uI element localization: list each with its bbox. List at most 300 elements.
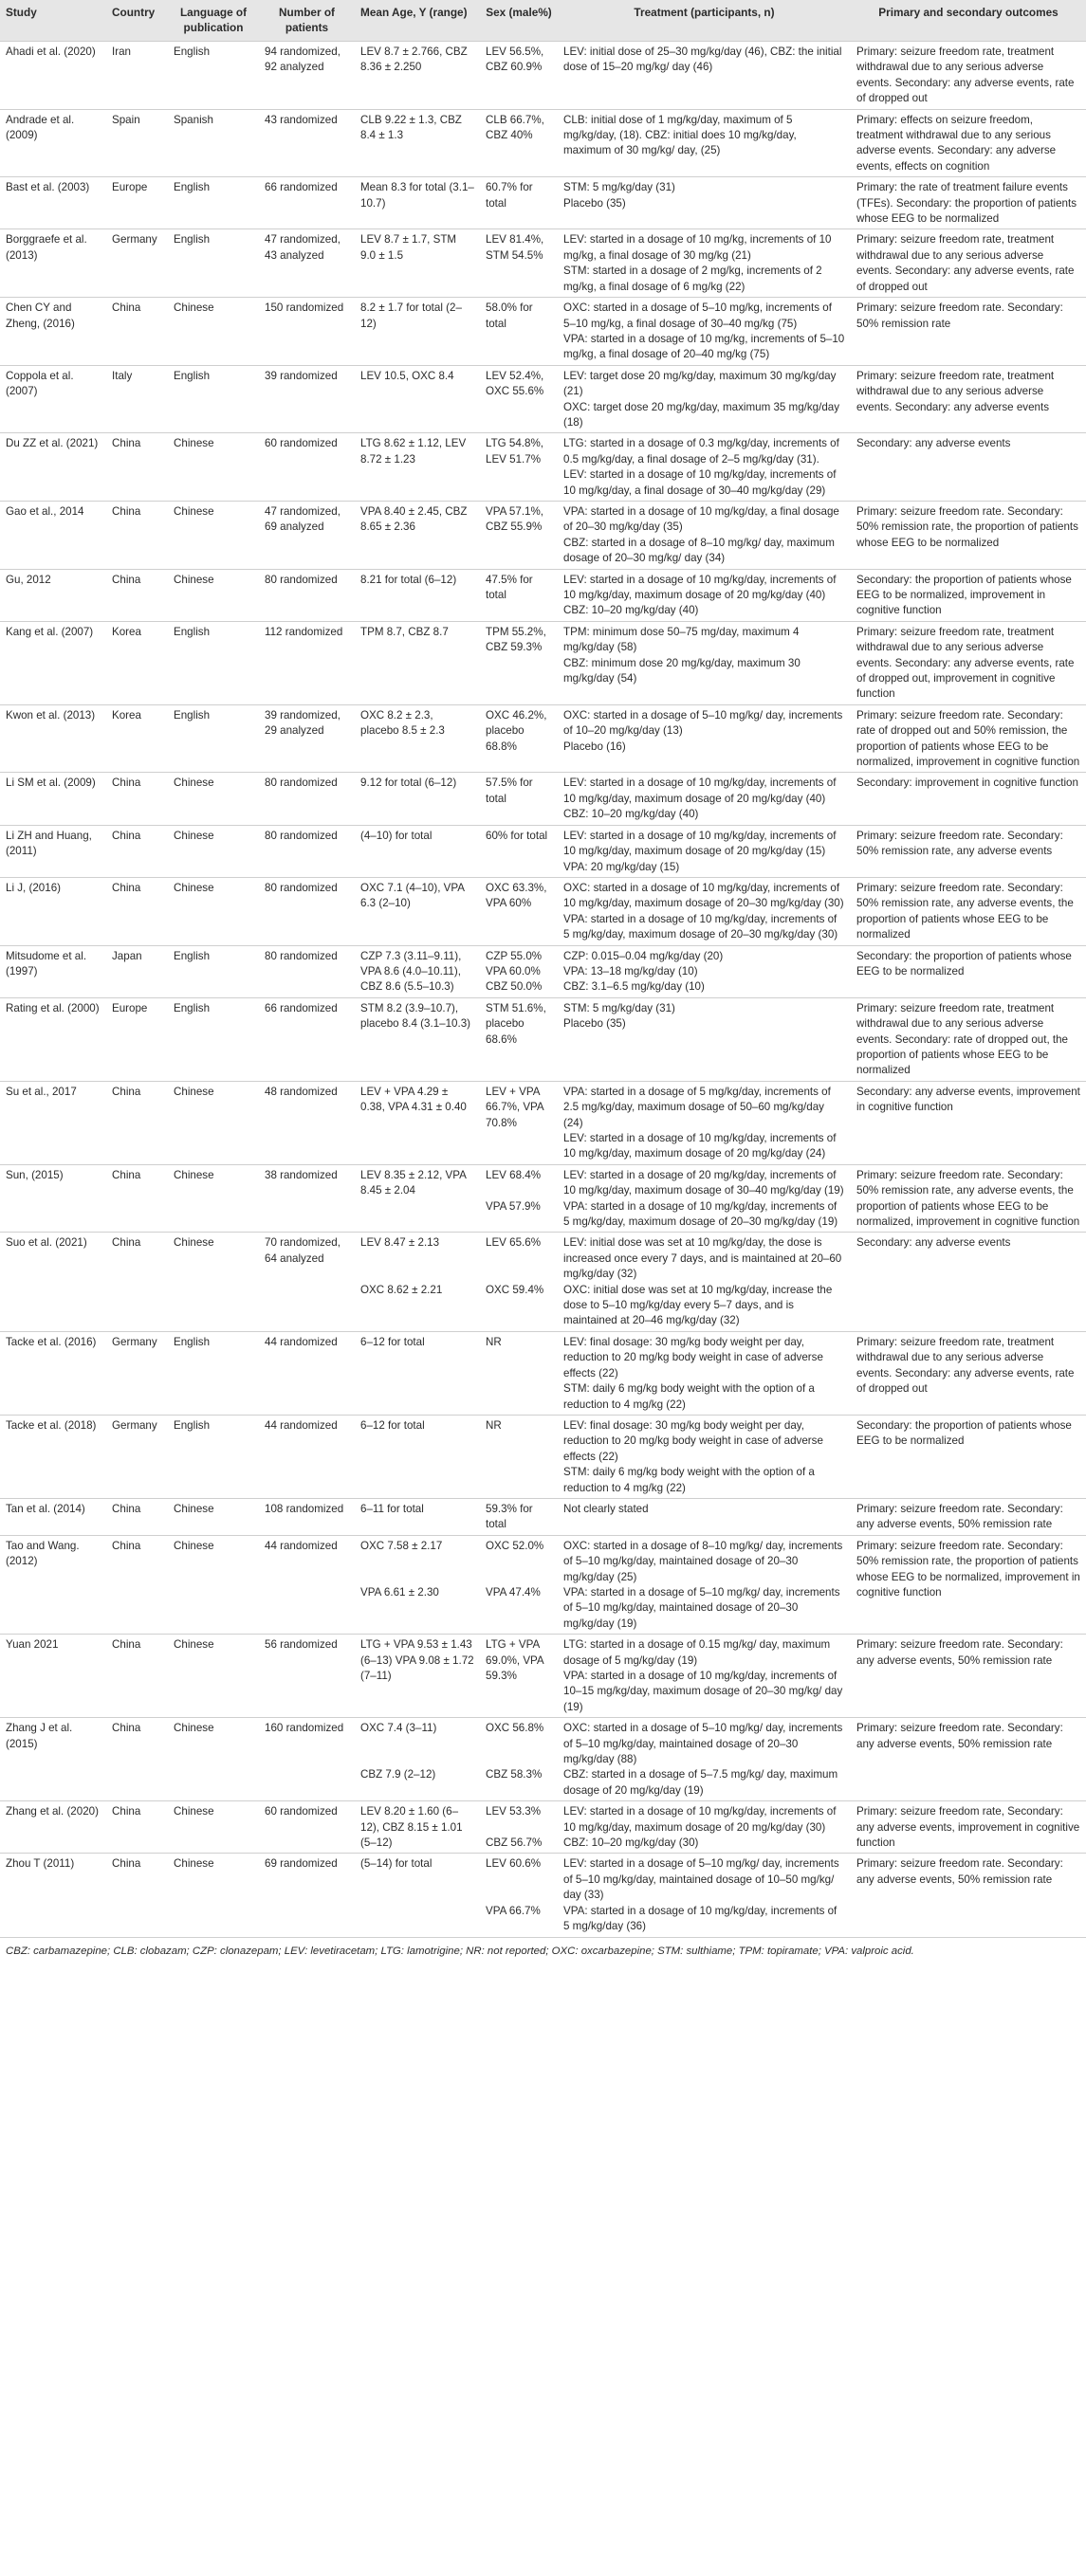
cell-number: 80 randomized — [259, 877, 355, 945]
cell-sex-line: 58.0% for total — [486, 301, 533, 330]
cell-treatment-line: VPA: started in a dosage of 10 mg/kg/day, increments of 5 mg/kg/day (36) — [563, 1904, 838, 1933]
cell-sex-line: 47.5% for total — [486, 573, 533, 601]
cell-sex — [480, 501, 558, 569]
cell-treatment — [558, 1081, 851, 1164]
cell-country: Germany — [106, 229, 168, 298]
table-row — [0, 1331, 1086, 1415]
cell-treatment-line: OXC: started in a dosage of 8–10 mg/kg/ day, increments of 5–10 mg/kg/day, maintained dosage of 20–30 mg/kg/day (25) — [563, 1539, 843, 1583]
cell-age — [355, 1718, 480, 1801]
cell-age — [355, 229, 480, 298]
cell-sex-line: CLB 66.7%, CBZ 40% — [486, 113, 544, 142]
table-row — [0, 109, 1086, 177]
cell-age — [355, 1415, 480, 1498]
cell-sex-line: OXC 46.2%, placebo 68.8% — [486, 708, 547, 753]
cell-sex-line: LTG 54.8%, LEV 51.7% — [486, 437, 544, 466]
cell-country: China — [106, 877, 168, 945]
cell-treatment-line: LEV: final dosage: 30 mg/kg body weight per day, reduction to 20 mg/kg body weight in case of adverse effects (22) — [563, 1418, 823, 1463]
cell-treatment-line: CBZ: 10–20 mg/kg/day (40) — [563, 808, 699, 821]
cell-treatment-line: STM: daily 6 mg/kg body weight with the option of a reduction to 4 mg/kg (22) — [563, 1466, 815, 1494]
cell-treatment — [558, 773, 851, 825]
cell-treatment — [558, 298, 851, 366]
cell-study: Tacke et al. (2016) — [0, 1331, 106, 1415]
table-row — [0, 1535, 1086, 1634]
cell-sex — [480, 945, 558, 997]
cell-sex — [480, 1233, 558, 1331]
cell-country: China — [106, 773, 168, 825]
cell-outcomes: Primary: seizure freedom rate, treatment withdrawal due to any serious adverse events. Secondary: any adverse events, rate of dropped out — [851, 1331, 1086, 1415]
cell-treatment-line: VPA: started in a dosage of 10 mg/kg/day, increments of 10–15 mg/kg/day, maximum dosage of 20–30 mg/kg/ day (19) — [563, 1670, 843, 1713]
table-row — [0, 704, 1086, 773]
cell-age — [355, 298, 480, 366]
cell-number: 80 randomized — [259, 945, 355, 997]
cell-treatment — [558, 433, 851, 502]
table-row — [0, 1164, 1086, 1233]
table-row — [0, 1801, 1086, 1854]
cell-sex-line: LTG + VPA 69.0%, VPA 59.3% — [486, 1638, 544, 1682]
cell-outcomes: Primary: seizure freedom rate. Secondary: any adverse events, 50% remission rate — [851, 1498, 1086, 1535]
cell-treatment-line: LEV: started in a dosage of 10 mg/kg/day, increments of 10 mg/kg/day, maximum dosage of 20 mg/kg/day (30) — [563, 1805, 837, 1834]
cell-treatment-line: OXC: started in a dosage of 5–10 mg/kg/ day, increments of 5–10 mg/kg/day, maintained dosage of 20–30 mg/kg/day (88) — [563, 1722, 843, 1766]
cell-number: 80 randomized — [259, 773, 355, 825]
cell-age — [355, 569, 480, 621]
cell-age-line: OXC 7.4 (3–11) — [360, 1722, 437, 1735]
cell-study: Tan et al. (2014) — [0, 1498, 106, 1535]
cell-number: 39 randomized, 29 analyzed — [259, 704, 355, 773]
cell-age-line: STM 8.2 (3.9–10.7), placebo 8.4 (3.1–10.3) — [360, 1001, 471, 1031]
cell-age-line: LTG 8.62 ± 1.12, LEV 8.72 ± 1.23 — [360, 437, 467, 466]
cell-treatment-line: OXC: target dose 20 mg/kg/day, maximum 35 mg/kg/day (18) — [563, 400, 840, 429]
cell-language: Chinese — [168, 569, 259, 621]
cell-treatment-line: LEV: started in a dosage of 20 mg/kg/day, increments of 10 mg/kg/day, maximum dosage of 30–40 mg/kg/day (19) — [563, 1168, 844, 1197]
cell-treatment — [558, 42, 851, 110]
cell-age-line: LEV 10.5, OXC 8.4 — [360, 369, 454, 382]
cell-sex-line: NR — [486, 1418, 502, 1432]
header-row — [0, 0, 1086, 42]
cell-sex-line: NR — [486, 1335, 502, 1348]
cell-sex — [480, 1164, 558, 1233]
cell-country: Korea — [106, 621, 168, 704]
cell-treatment-line: LEV: started in a dosage of 10 mg/kg, increments of 10 mg/kg, a final dosage of 30 mg/kg (21) — [563, 233, 832, 262]
cell-country: China — [106, 1854, 168, 1937]
cell-treatment-line: VPA: 13–18 mg/kg/day (10) — [563, 964, 698, 977]
table-row — [0, 1081, 1086, 1164]
cell-age — [355, 621, 480, 704]
cell-outcomes: Primary: seizure freedom rate. Secondary: 50% remission rate, any adverse events — [851, 825, 1086, 877]
cell-study: Kwon et al. (2013) — [0, 704, 106, 773]
cell-treatment — [558, 945, 851, 997]
cell-sex-line: CBZ 58.3% — [486, 1768, 543, 1781]
cell-treatment-line: Placebo (16) — [563, 740, 626, 753]
cell-study: Gu, 2012 — [0, 569, 106, 621]
cell-treatment-line: LEV: final dosage: 30 mg/kg body weight per day, reduction to 20 mg/kg body weight in case of adverse effects (22) — [563, 1335, 823, 1379]
cell-age — [355, 877, 480, 945]
cell-treatment-line: CBZ: 10–20 mg/kg/day (40) — [563, 604, 699, 617]
cell-age — [355, 1498, 480, 1535]
cell-age-line: LEV 8.47 ± 2.13 — [360, 1236, 440, 1250]
table-row — [0, 569, 1086, 621]
cell-age — [355, 773, 480, 825]
cell-country: Japan — [106, 945, 168, 997]
cell-sex — [480, 109, 558, 177]
cell-number: 150 randomized — [259, 298, 355, 366]
cell-treatment — [558, 177, 851, 229]
cell-treatment-line: LEV: initial dose was set at 10 mg/kg/day, the dose is increased once every 7 days, and is maintained at 20–60 mg/kg/day (32) — [563, 1236, 842, 1281]
cell-sex-line: OXC 63.3%, VPA 60% — [486, 881, 547, 910]
cell-study: Su et al., 2017 — [0, 1081, 106, 1164]
cell-study: Gao et al., 2014 — [0, 501, 106, 569]
header-study: Study — [0, 0, 106, 42]
cell-treatment-line: OXC: started in a dosage of 5–10 mg/kg/ day, increments of 10–20 mg/kg/day (13) — [563, 708, 843, 738]
table-row — [0, 1415, 1086, 1498]
cell-treatment-line: CZP: 0.015–0.04 mg/kg/day (20) — [563, 949, 724, 962]
cell-number: 38 randomized — [259, 1164, 355, 1233]
cell-sex — [480, 1081, 558, 1164]
cell-language: English — [168, 42, 259, 110]
cell-sex — [480, 298, 558, 366]
cell-age-line: 6–12 for total — [360, 1418, 425, 1432]
cell-treatment-line: VPA: started in a dosage of 10 mg/kg/day, increments of 5 mg/kg/day, maximum dosage of 20–30 mg/kg/day (19) — [563, 1199, 838, 1229]
cell-sex-line: LEV 81.4%, STM 54.5% — [486, 233, 544, 262]
cell-treatment-line: STM: 5 mg/kg/day (31) — [563, 181, 675, 194]
header-age: Mean Age, Y (range) — [355, 0, 480, 42]
cell-treatment-line: TPM: minimum dose 50–75 mg/day, maximum 4 mg/kg/day (58) — [563, 625, 800, 654]
cell-number: 66 randomized — [259, 997, 355, 1081]
cell-language: Chinese — [168, 1854, 259, 1937]
cell-age-line: (5–14) for total — [360, 1857, 433, 1871]
table-row — [0, 877, 1086, 945]
cell-age-line: LEV + VPA 4.29 ± 0.38, VPA 4.31 ± 0.40 — [360, 1085, 467, 1114]
cell-age-line: LEV 8.20 ± 1.60 (6–12), CBZ 8.15 ± 1.01 (5–12) — [360, 1805, 463, 1850]
cell-study: Zhang J et al. (2015) — [0, 1718, 106, 1801]
cell-language: Chinese — [168, 825, 259, 877]
cell-country: China — [106, 1498, 168, 1535]
cell-sex — [480, 773, 558, 825]
cell-language: English — [168, 229, 259, 298]
cell-language: Chinese — [168, 1535, 259, 1634]
cell-treatment-line: STM: started in a dosage of 2 mg/kg, increments of 2 mg/kg, a final dosage of 6 mg/kg (22) — [563, 265, 822, 293]
cell-outcomes: Primary: seizure freedom rate. Secondary: rate of dropped out and 50% remission, the proportion of patients whose EEG to be normalized, improvement in cognitive function — [851, 704, 1086, 773]
cell-outcomes: Primary: seizure freedom rate. Secondary: 50% remission rate, any adverse events, the proportion of patients whose EEG to be normalized, improvement in cognitive function — [851, 1164, 1086, 1233]
cell-sex — [480, 1854, 558, 1937]
table-row — [0, 1635, 1086, 1718]
cell-sex-line: STM 51.6%, placebo 68.6% — [486, 1001, 546, 1046]
cell-number: 44 randomized — [259, 1415, 355, 1498]
cell-sex — [480, 621, 558, 704]
cell-study: Kang et al. (2007) — [0, 621, 106, 704]
cell-language: English — [168, 621, 259, 704]
cell-outcomes: Secondary: any adverse events — [851, 1233, 1086, 1331]
cell-language: Chinese — [168, 1635, 259, 1718]
cell-study: Du ZZ et al. (2021) — [0, 433, 106, 502]
cell-country: Spain — [106, 109, 168, 177]
header-number: Number of patients — [259, 0, 355, 42]
cell-treatment — [558, 109, 851, 177]
table-row — [0, 1718, 1086, 1801]
cell-country: Italy — [106, 365, 168, 433]
table-row — [0, 825, 1086, 877]
cell-study: Rating et al. (2000) — [0, 997, 106, 1081]
cell-study: Ahadi et al. (2020) — [0, 42, 106, 110]
cell-outcomes: Primary: seizure freedom rate. Secondary: 50% remission rate, the proportion of patients whose EEG to be normalized — [851, 501, 1086, 569]
cell-treatment-line: CBZ: started in a dosage of 5–7.5 mg/kg/ day, maximum dosage of 20 mg/kg/day (19) — [563, 1768, 838, 1797]
cell-outcomes: Primary: seizure freedom rate. Secondary: 50% remission rate, the proportion of patients whose EEG to be normalized, improvement in cognitive function — [851, 1535, 1086, 1634]
cell-treatment-line: LTG: started in a dosage of 0.3 mg/kg/day, increments of 0.5 mg/kg/day, a final dosage of 2–5 mg/kg/day (31). LEV: started in a dosage of 10 mg/kg/day, increments of 10 mg/kg/day, a final dosage of 30–40 mg/kg/day (29) — [563, 437, 839, 497]
cell-age-line: TPM 8.7, CBZ 8.7 — [360, 625, 449, 638]
cell-country: China — [106, 1164, 168, 1233]
cell-study: Tao and Wang. (2012) — [0, 1535, 106, 1634]
cell-outcomes: Primary: seizure freedom rate, treatment withdrawal due to any serious adverse events. Secondary: rate of dropped out, the proportion of patients whose EEG to be normalized — [851, 997, 1086, 1081]
cell-age — [355, 945, 480, 997]
cell-outcomes: Primary: seizure freedom rate, treatment withdrawal due to any serious adverse events. Secondary: any adverse events, rate of dropped out — [851, 229, 1086, 298]
cell-sex — [480, 877, 558, 945]
cell-number: 39 randomized — [259, 365, 355, 433]
cell-outcomes: Primary: seizure freedom rate, treatment withdrawal due to any serious adverse events. Secondary: any adverse events — [851, 365, 1086, 433]
cell-sex-line: LEV 52.4%, OXC 55.6% — [486, 369, 544, 398]
cell-treatment-line: STM: 5 mg/kg/day (31) — [563, 1001, 675, 1014]
cell-age-line: 8.2 ± 1.7 for total (2–12) — [360, 301, 462, 330]
cell-country: China — [106, 501, 168, 569]
cell-sex — [480, 1635, 558, 1718]
cell-language: English — [168, 997, 259, 1081]
cell-outcomes: Primary: seizure freedom rate. Secondary: 50% remission rate, any adverse events, the proportion of patients whose EEG to be normalized — [851, 877, 1086, 945]
cell-language: Chinese — [168, 877, 259, 945]
cell-treatment — [558, 877, 851, 945]
cell-sex-line: LEV 53.3% — [486, 1805, 542, 1818]
cell-treatment — [558, 501, 851, 569]
cell-number: 70 randomized, 64 analyzed — [259, 1233, 355, 1331]
cell-treatment-line: LTG: started in a dosage of 0.15 mg/kg/ day, maximum dosage of 5 mg/kg/day (19) — [563, 1638, 831, 1667]
cell-treatment — [558, 621, 851, 704]
cell-age — [355, 1854, 480, 1937]
cell-study: Tacke et al. (2018) — [0, 1415, 106, 1498]
cell-country: China — [106, 1718, 168, 1801]
cell-outcomes: Primary: the rate of treatment failure events (TFEs). Secondary: the proportion of patients whose EEG to be normalized — [851, 177, 1086, 229]
cell-outcomes: Primary: seizure freedom rate. Secondary: any adverse events, 50% remission rate — [851, 1854, 1086, 1937]
cell-study: Borggraefe et al. (2013) — [0, 229, 106, 298]
cell-sex — [480, 433, 558, 502]
table-row — [0, 621, 1086, 704]
cell-language: Chinese — [168, 433, 259, 502]
cell-country: Korea — [106, 704, 168, 773]
cell-language: Chinese — [168, 1718, 259, 1801]
cell-sex — [480, 365, 558, 433]
cell-country: Europe — [106, 997, 168, 1081]
cell-sex — [480, 1801, 558, 1854]
cell-sex-line: TPM 55.2%, CBZ 59.3% — [486, 625, 546, 654]
cell-treatment — [558, 1164, 851, 1233]
cell-number: 69 randomized — [259, 1854, 355, 1937]
cell-country: China — [106, 569, 168, 621]
header-country: Country — [106, 0, 168, 42]
cell-treatment — [558, 1535, 851, 1634]
cell-age-line: VPA 6.61 ± 2.30 — [360, 1585, 439, 1599]
cell-country: Iran — [106, 42, 168, 110]
cell-treatment — [558, 1635, 851, 1718]
cell-treatment-line: VPA: started in a dosage of 5–10 mg/kg/ day, increments of 5–10 mg/kg/day, maintained dosage of 20–30 mg/kg/day (19) — [563, 1585, 840, 1630]
cell-outcomes: Primary: seizure freedom rate, treatment withdrawal due to any serious adverse events. Secondary: any adverse events, rate of dropped out — [851, 42, 1086, 110]
cell-outcomes: Primary: seizure freedom rate, Secondary: any adverse events, improvement in cognitive function — [851, 1801, 1086, 1854]
cell-age — [355, 433, 480, 502]
cell-study: Yuan 2021 — [0, 1635, 106, 1718]
cell-age — [355, 177, 480, 229]
cell-age — [355, 1535, 480, 1634]
cell-age — [355, 365, 480, 433]
cell-age — [355, 1635, 480, 1718]
cell-language: Spanish — [168, 109, 259, 177]
cell-age-line: LEV 8.35 ± 2.12, VPA 8.45 ± 2.04 — [360, 1168, 467, 1197]
cell-treatment — [558, 704, 851, 773]
cell-treatment — [558, 1233, 851, 1331]
cell-age-line: LEV 8.7 ± 2.766, CBZ 8.36 ± 2.250 — [360, 46, 468, 74]
cell-language: English — [168, 945, 259, 997]
cell-language: Chinese — [168, 1801, 259, 1854]
cell-treatment-line: STM: daily 6 mg/kg body weight with the option of a reduction to 4 mg/kg (22) — [563, 1382, 815, 1411]
cell-treatment-line: Not clearly stated — [563, 1502, 649, 1515]
cell-country: China — [106, 1081, 168, 1164]
cell-study: Suo et al. (2021) — [0, 1233, 106, 1331]
header-treatment: Treatment (participants, n) — [558, 0, 851, 42]
cell-sex — [480, 42, 558, 110]
cell-treatment-line: VPA: started in a dosage of 5 mg/kg/day, increments of 2.5 mg/kg/day, maximum dosage of 50–60 mg/kg/day (24) — [563, 1085, 831, 1129]
cell-number: 43 randomized — [259, 109, 355, 177]
cell-treatment-line: Placebo (35) — [563, 196, 626, 210]
cell-treatment-line: OXC: started in a dosage of 10 mg/kg/day, increments of 10 mg/kg/day, maximum dosage of 20–30 mg/kg/day (30) — [563, 881, 844, 910]
table-row — [0, 997, 1086, 1081]
cell-language: Chinese — [168, 298, 259, 366]
cell-treatment-line: LEV: target dose 20 mg/kg/day, maximum 30 mg/kg/day (21) — [563, 369, 837, 398]
cell-treatment — [558, 1331, 851, 1415]
cell-sex-line: LEV 60.6% — [486, 1857, 542, 1871]
cell-age — [355, 1233, 480, 1331]
cell-country: China — [106, 433, 168, 502]
cell-treatment-line: OXC: started in a dosage of 5–10 mg/kg, increments of 5–10 mg/kg, a final dosage of 30–40 mg/kg (75) — [563, 301, 832, 330]
cell-language: Chinese — [168, 1164, 259, 1233]
cell-sex — [480, 1718, 558, 1801]
cell-sex-line: 60.7% for total — [486, 181, 533, 210]
cell-sex-line: 57.5% for total — [486, 776, 533, 805]
cell-study: Chen CY and Zheng, (2016) — [0, 298, 106, 366]
header-outcomes: Primary and secondary outcomes — [851, 0, 1086, 42]
cell-age-line: OXC 7.58 ± 2.17 — [360, 1539, 443, 1552]
table-row — [0, 42, 1086, 110]
cell-age-line: (4–10) for total — [360, 829, 433, 842]
cell-sex-line: VPA 66.7% — [486, 1904, 541, 1917]
table-row — [0, 1498, 1086, 1535]
cell-age — [355, 997, 480, 1081]
cell-sex-line: LEV 65.6% — [486, 1236, 542, 1250]
cell-number: 108 randomized — [259, 1498, 355, 1535]
cell-country: China — [106, 1535, 168, 1634]
cell-country: Germany — [106, 1415, 168, 1498]
cell-age — [355, 825, 480, 877]
cell-treatment-line: LEV: started in a dosage of 10 mg/kg/day, increments of 10 mg/kg/day, maximum dosage of 20 mg/kg/day (40) — [563, 573, 837, 601]
table-footnote: CBZ: carbamazepine; CLB: clobazam; CZP: clonazepam; LEV: levetiracetam; LTG: lamotrigine; NR: not reported; OXC: oxcarbazepine; STM: sulthiame; TPM: topiramate; VPA: valproic acid. — [0, 1937, 1086, 1959]
cell-sex-line: VPA 57.1%, CBZ 55.9% — [486, 504, 544, 534]
cell-sex — [480, 704, 558, 773]
cell-study: Andrade et al. (2009) — [0, 109, 106, 177]
cell-outcomes: Secondary: any adverse events — [851, 433, 1086, 502]
cell-sex — [480, 1498, 558, 1535]
cell-number: 47 randomized, 43 analyzed — [259, 229, 355, 298]
cell-sex — [480, 1331, 558, 1415]
cell-number: 80 randomized — [259, 825, 355, 877]
cell-sex-line: LEV 56.5%, CBZ 60.9% — [486, 46, 544, 74]
cell-outcomes: Secondary: improvement in cognitive function — [851, 773, 1086, 825]
cell-age-line: CBZ 7.9 (2–12) — [360, 1768, 436, 1781]
cell-outcomes: Primary: seizure freedom rate, treatment withdrawal due to any serious adverse events. Secondary: any adverse events, rate of dropped out, improvement in cognitive function — [851, 621, 1086, 704]
table-row — [0, 177, 1086, 229]
table-row — [0, 1233, 1086, 1331]
cell-language: English — [168, 704, 259, 773]
cell-age-line: LTG + VPA 9.53 ± 1.43 (6–13) VPA 9.08 ± 1.72 (7–11) — [360, 1638, 474, 1682]
cell-treatment-line: VPA: started in a dosage of 10 mg/kg/day, a final dosage of 20–30 mg/kg/day (35) — [563, 504, 839, 534]
cell-number: 60 randomized — [259, 1801, 355, 1854]
cell-country: Germany — [106, 1331, 168, 1415]
table-body — [0, 42, 1086, 1937]
cell-language: Chinese — [168, 773, 259, 825]
cell-study: Li ZH and Huang, (2011) — [0, 825, 106, 877]
table-row — [0, 365, 1086, 433]
cell-age — [355, 1081, 480, 1164]
cell-outcomes: Primary: effects on seizure freedom, treatment withdrawal due to any serious adverse events. Secondary: any adverse events, effects on cognition — [851, 109, 1086, 177]
cell-language: Chinese — [168, 501, 259, 569]
cell-sex-line: VPA 57.9% — [486, 1199, 541, 1213]
cell-sex-line: 60% for total — [486, 829, 548, 842]
cell-age — [355, 42, 480, 110]
table-row — [0, 501, 1086, 569]
cell-number: 48 randomized — [259, 1081, 355, 1164]
cell-age-line: VPA 8.40 ± 2.45, CBZ 8.65 ± 2.36 — [360, 504, 468, 534]
cell-treatment-line: CBZ: 10–20 mg/kg/day (30) — [563, 1836, 699, 1850]
cell-language: Chinese — [168, 1498, 259, 1535]
cell-age-line: 9.12 for total (6–12) — [360, 776, 457, 790]
cell-treatment — [558, 997, 851, 1081]
cell-outcomes: Secondary: the proportion of patients whose EEG to be normalized — [851, 1415, 1086, 1498]
cell-country: China — [106, 825, 168, 877]
header-sex: Sex (male%) — [480, 0, 558, 42]
cell-number: 44 randomized — [259, 1331, 355, 1415]
cell-treatment-line: CLB: initial dose of 1 mg/kg/day, maximum of 5 mg/kg/day, (18). CBZ: initial does 10 mg/kg/day, maximum of 30 mg/kg/ day, (25) — [563, 113, 797, 157]
cell-treatment-line: LEV: started in a dosage of 10 mg/kg/day, increments of 10 mg/kg/day, maximum dosage of 20 mg/kg/day (40) — [563, 776, 837, 805]
cell-outcomes: Secondary: the proportion of patients whose EEG to be normalized, improvement in cognitive function — [851, 569, 1086, 621]
cell-sex — [480, 177, 558, 229]
cell-outcomes: Primary: seizure freedom rate. Secondary: any adverse events, 50% remission rate — [851, 1718, 1086, 1801]
cell-age-line: Mean 8.3 for total (3.1–10.7) — [360, 181, 474, 210]
cell-age-line: CZP 7.3 (3.11–9.11), VPA 8.6 (4.0–10.11), CBZ 8.6 (5.5–10.3) — [360, 949, 462, 994]
cell-treatment — [558, 229, 851, 298]
cell-study: Coppola et al. (2007) — [0, 365, 106, 433]
cell-treatment-line: CBZ: 3.1–6.5 mg/kg/day (10) — [563, 980, 705, 994]
cell-treatment-line: VPA: 20 mg/kg/day (15) — [563, 860, 680, 873]
cell-language: Chinese — [168, 1081, 259, 1164]
cell-number: 44 randomized — [259, 1535, 355, 1634]
cell-outcomes: Primary: seizure freedom rate. Secondary: 50% remission rate — [851, 298, 1086, 366]
cell-age — [355, 109, 480, 177]
cell-age — [355, 1164, 480, 1233]
cell-sex — [480, 229, 558, 298]
table-row — [0, 433, 1086, 502]
cell-age-line: LEV 8.7 ± 1.7, STM 9.0 ± 1.5 — [360, 233, 457, 262]
cell-treatment — [558, 365, 851, 433]
cell-treatment — [558, 1718, 851, 1801]
table-row — [0, 1854, 1086, 1937]
cell-treatment — [558, 1498, 851, 1535]
cell-treatment — [558, 1801, 851, 1854]
cell-treatment-line: Placebo (35) — [563, 1017, 626, 1031]
cell-number: 66 randomized — [259, 177, 355, 229]
cell-treatment — [558, 1854, 851, 1937]
table-row — [0, 945, 1086, 997]
